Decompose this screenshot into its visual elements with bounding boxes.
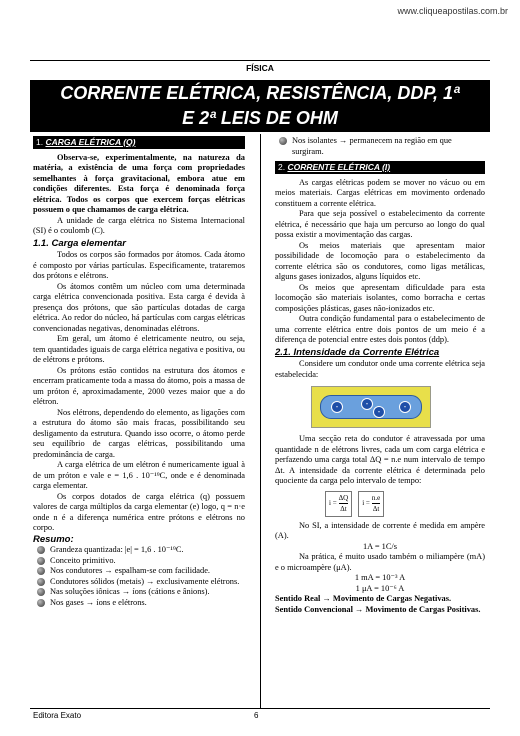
- formula-numerator: ΔQ: [339, 493, 349, 505]
- subsection-heading: 1.1. Carga elementar: [33, 237, 126, 249]
- paragraph: Na prática, é muito usado também o miliampère (mA) e o microampère (μA).: [275, 552, 485, 572]
- column-divider: [260, 134, 261, 708]
- paragraph: A carga elétrica de um elétron é numericamente igual à de um próton e vale e = 1,6 . 10⁻¹⁹C, onde e é denominada carga elementar.: [33, 460, 245, 490]
- top-rule: [30, 60, 490, 61]
- paragraph: Todos os corpos são formados por átomos. Cada átomo é composto por várias partículas. Especificamente, trataremos dos prótons e elétrons.: [33, 250, 245, 280]
- formula-box: [358, 491, 384, 517]
- section-1-heading: [33, 136, 245, 149]
- list-item-text: Nos condutores → espalham-se com facilidade.: [50, 566, 211, 575]
- section-1-title: CARGA ELÉTRICA (Q): [45, 137, 136, 147]
- right-column: [275, 136, 485, 615]
- section-2-heading: [275, 161, 485, 174]
- formula-box: [325, 491, 352, 517]
- title-line-2: E 2ª LEIS DE OHM: [182, 108, 338, 128]
- paragraph: Para que seja possível o estabelecimento da corrente elétrica, é necessário que haja um percurso ao longo do qual possa existir a movimentação das cargas.: [275, 209, 485, 239]
- list-item-text: Nos gases → íons e elétrons.: [50, 597, 147, 607]
- conductor-tube: [320, 395, 422, 419]
- current-formulas: [325, 491, 485, 517]
- formula-denominator: Δt: [372, 505, 380, 513]
- paragraph: Os corpos dotados de carga elétrica (q) possuem valores de carga múltiplos da carga elementar (e) logo, q = n·e onde n é a diferença numérica entre prótons e elétrons no corpo.: [33, 491, 245, 532]
- list-item-text: Conceito primitivo.: [50, 555, 116, 565]
- list-item: [37, 545, 245, 556]
- site-url[interactable]: www.cliqueapostilas.com.br: [397, 6, 508, 16]
- bottom-rule: [30, 708, 490, 709]
- section-2-number: 2.: [278, 162, 286, 172]
- electron-icon: -: [399, 401, 411, 413]
- list-item: [37, 577, 245, 588]
- bullet-icon: [37, 557, 45, 565]
- left-column: [33, 136, 245, 608]
- bullet-icon: [37, 588, 45, 596]
- formula-numerator: n.e: [372, 493, 380, 505]
- paragraph: A unidade de carga elétrica no Sistema Internacional (SI) é o coulomb (C).: [33, 215, 245, 235]
- formula-denominator: Δt: [340, 505, 347, 513]
- electron-icon: -: [331, 401, 343, 413]
- paragraph: No SI, a intensidade de corrente é medida em ampère (A).: [275, 520, 485, 540]
- publisher-footer: Editora Exato: [33, 711, 82, 720]
- paragraph: Sentido Real → Movimento de Cargas Negativas.: [275, 594, 452, 603]
- list-item-text: Nos isolantes → permanecem na região em que surgiram.: [292, 136, 452, 156]
- section-2-title: CORRENTE ELÉTRICA (I): [287, 162, 391, 172]
- electron-icon: -: [373, 406, 385, 418]
- chapter-title-banner: [30, 80, 490, 132]
- formula-lhs: i =: [329, 499, 337, 508]
- section-1-number: 1.: [36, 137, 44, 147]
- paragraph: Sentido Convencional → Movimento de Cargas Positivas.: [275, 604, 481, 614]
- subsection-heading-text: 2.1. Intensidade da Corrente Elétrica: [275, 346, 440, 358]
- title-line-1: CORRENTE ELÉTRICA, RESISTÊNCIA, DDP, 1ª: [60, 83, 460, 103]
- paragraph: Em geral, um átomo é eletricamente neutro, ou seja, tem quantidades iguais de carga elétrica negativa e positiva, ou de elétrons e prótons.: [33, 334, 245, 364]
- electron-icon: -: [361, 398, 373, 410]
- bullet-icon: [279, 137, 287, 145]
- equation: 1A = 1C/s: [362, 541, 398, 551]
- list-item: [37, 598, 245, 609]
- paragraph: Os meios materiais que apresentam maior possibilidade de locomoção para o estabelecimento da corrente elétrica são os condutores, como ligas metálicas, alguns gases ionizados, alguns líquidos etc.: [275, 240, 485, 281]
- paragraph: Nos elétrons, dependendo do elemento, as ligações com a estrutura do átomo são mais fracas, possibilitando seu desligamento da estrutura. Quando isso ocorre, o átomo perde seu equilíbrio de cargas elétricas, possibilitando uma predominância de carga.: [33, 407, 245, 459]
- list-item: [279, 136, 485, 157]
- list-item-text: Nas soluções iônicas → íons (cátions e ânions).: [50, 587, 210, 596]
- list-item-text: Condutores sólidos (metais) → exclusivamente elétrons.: [50, 576, 240, 586]
- bullet-icon: [37, 567, 45, 575]
- equation: 1 mA = 10⁻³ A: [354, 573, 406, 582]
- bullet-icon: [37, 546, 45, 554]
- bullet-icon: [37, 578, 45, 586]
- formula-lhs: i =: [362, 499, 370, 508]
- bullet-icon: [37, 599, 45, 607]
- list-item: [37, 587, 245, 598]
- paragraph: Os meios que apresentam dificuldade para esta locomoção são materiais isolantes, como borracha e certas composições plásticas, gases não-ionizados etc.: [275, 282, 485, 313]
- paragraph: Observa-se, experimentalmente, na natureza da matéria, a existência de uma força com propriedades semelhantes à força gravitacional, embora atue em condições diferentes. Esta força é denominada força elétrica. Todos os corpos que exercem forças elétricas possuem o que chamamos de carga elétrica.: [33, 152, 245, 214]
- paragraph: Os prótons estão contidos na estrutura dos átomos e encerram praticamente toda a massa do átomo, pois a massa de um próton é, aproximadamente, 2000 vezes maior que a do elétron.: [33, 365, 245, 406]
- summary-title: Resumo:: [33, 533, 74, 545]
- paragraph: Os átomos contêm um núcleo com uma determinada carga elétrica convencionada positiva. Esta carga é devida à presença dos prótons, que são partículas dotadas de carga elétrica. Ao redor do núcleo, há partículas com cargas elétricas convencionadas negativas, denominadas elétrons.: [33, 281, 245, 333]
- paragraph: Considere um condutor onde uma corrente elétrica seja estabelecida:: [275, 359, 485, 379]
- list-item-text: Grandeza quantizada: |e| = 1,6 . 10⁻¹⁹C.: [50, 545, 184, 554]
- paragraph: As cargas elétricas podem se mover no vácuo ou em meios materiais. Cargas elétricas em movimento ordenado constituem a corrente elétrica.: [275, 177, 485, 208]
- paragraph: Uma secção reta do condutor é atravessada por uma quantidade n de elétrons livres, cada um com carga elétrica e perfazendo uma carga total ΔQ = n.e num intervalo de tempo Δt. A intensidade da corrente elétrica é determinada pelo quociente da carga pelo intervalo de tempo:: [275, 434, 485, 485]
- summary-list: [33, 545, 245, 608]
- equation: 1 μA = 10⁻⁶ A: [355, 583, 405, 593]
- paragraph: Outra condição fundamental para o estabelecimento de uma corrente elétrica entre dois pontos de um meio é a diferença de potencial entre estes dois pontos (ddp).: [275, 314, 485, 344]
- page-number: 6: [254, 711, 259, 720]
- subsection-heading: [275, 348, 485, 359]
- conductor-illustration: [311, 386, 431, 428]
- summary-list-continued: [275, 136, 485, 157]
- list-item: [37, 566, 245, 577]
- subject-header: FÍSICA: [246, 63, 274, 73]
- list-item: [37, 556, 245, 567]
